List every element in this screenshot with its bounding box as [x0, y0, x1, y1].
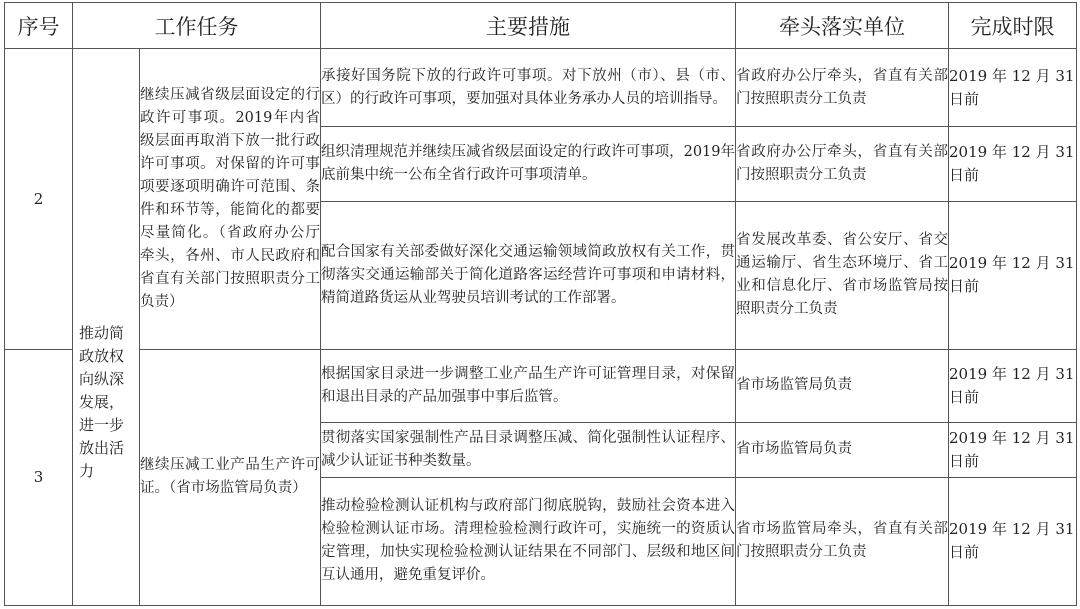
task-table [4, 2, 1077, 606]
deadline-cell: 2019 年 12 月 31 日前 [949, 422, 1077, 477]
seq-cell: 2 [5, 49, 73, 350]
unit-cell: 省政府办公厅牵头，省直有关部门按照职责分工负责 [736, 49, 949, 127]
deadline-cell: 2019 年 12 月 31 日前 [949, 202, 1077, 349]
unit-cell: 省市场监管局负责 [736, 422, 949, 477]
measure-cell: 组织清理规范并继续压减省级层面设定的行政许可事项，2019年底前集中统一公布全省行政许可事项清单。 [321, 127, 736, 202]
measure-cell: 根据国家目录进一步调整工业产品生产许可证管理目录，对保留和退出目录的产品加强事中事后监管。 [321, 349, 736, 422]
table-row [5, 49, 1077, 127]
theme-cell [73, 49, 140, 606]
header-unit: 牵头落实单位 [736, 3, 949, 49]
deadline-cell: 2019 年 12 月 31 日前 [949, 127, 1077, 202]
table-row [5, 349, 1077, 422]
header-measures: 主要措施 [321, 3, 736, 49]
header-deadline: 完成时限 [949, 3, 1077, 49]
task-cell: 继续压减工业产品生产许可证。（省市场监管局负责） [140, 349, 321, 606]
measure-cell: 配合国家有关部委做好深化交通运输领域简政放权有关工作，贯彻落实交通运输部关于简化道路客运经营许可事项和申请材料，精简道路货运从业驾驶员培训考试的工作部署。 [321, 202, 736, 349]
header-seq: 序号 [5, 3, 73, 49]
unit-cell: 省市场监管局负责 [736, 349, 949, 422]
unit-cell: 省政府办公厅牵头，省直有关部门按照职责分工负责 [736, 127, 949, 202]
deadline-cell: 2019 年 12 月 31 日前 [949, 349, 1077, 422]
measure-cell: 推动检验检测认证机构与政府部门彻底脱钩，鼓励社会资本进入检验检测认证市场。清理检验检测行政许可，实施统一的资质认定管理，加快实现检验检测认证结果在不同部门、层级和地区间互认通用，避免重复评价。 [321, 477, 736, 605]
header-row [5, 3, 1077, 49]
deadline-cell: 2019 年 12 月 31 日前 [949, 477, 1077, 605]
measure-cell: 承接好国务院下放的行政许可事项。对下放州（市）、县（市、区）的行政许可事项，要加强对具体业务承办人员的培训指导。 [321, 49, 736, 127]
seq-cell: 3 [5, 349, 73, 606]
task-cell: 继续压减省级层面设定的行政许可事项。2019年内省级层面再取消下放一批行政许可事项。对保留的许可事项要逐项明确许可范围、条件和环节等，能简化的都要尽量简化。（省政府办公厅牵头，各州、市人民政府和省直有关部门按照职责分工负责） [140, 49, 321, 350]
theme-text: 推动简政放权向纵深发展，进一步放出活力 [79, 323, 125, 480]
unit-cell: 省市场监管局牵头，省直有关部门按照职责分工负责 [736, 477, 949, 605]
deadline-cell: 2019 年 12 月 31 日前 [949, 49, 1077, 127]
unit-cell: 省发展改革委、省公安厅、省交通运输厅、省生态环境厅、省工业和信息化厅、省市场监管局按照职责分工负责 [736, 202, 949, 349]
header-task: 工作任务 [73, 3, 321, 49]
measure-cell: 贯彻落实国家强制性产品目录调整压减、简化强制性认证程序、减少认证证书种类数量。 [321, 422, 736, 477]
